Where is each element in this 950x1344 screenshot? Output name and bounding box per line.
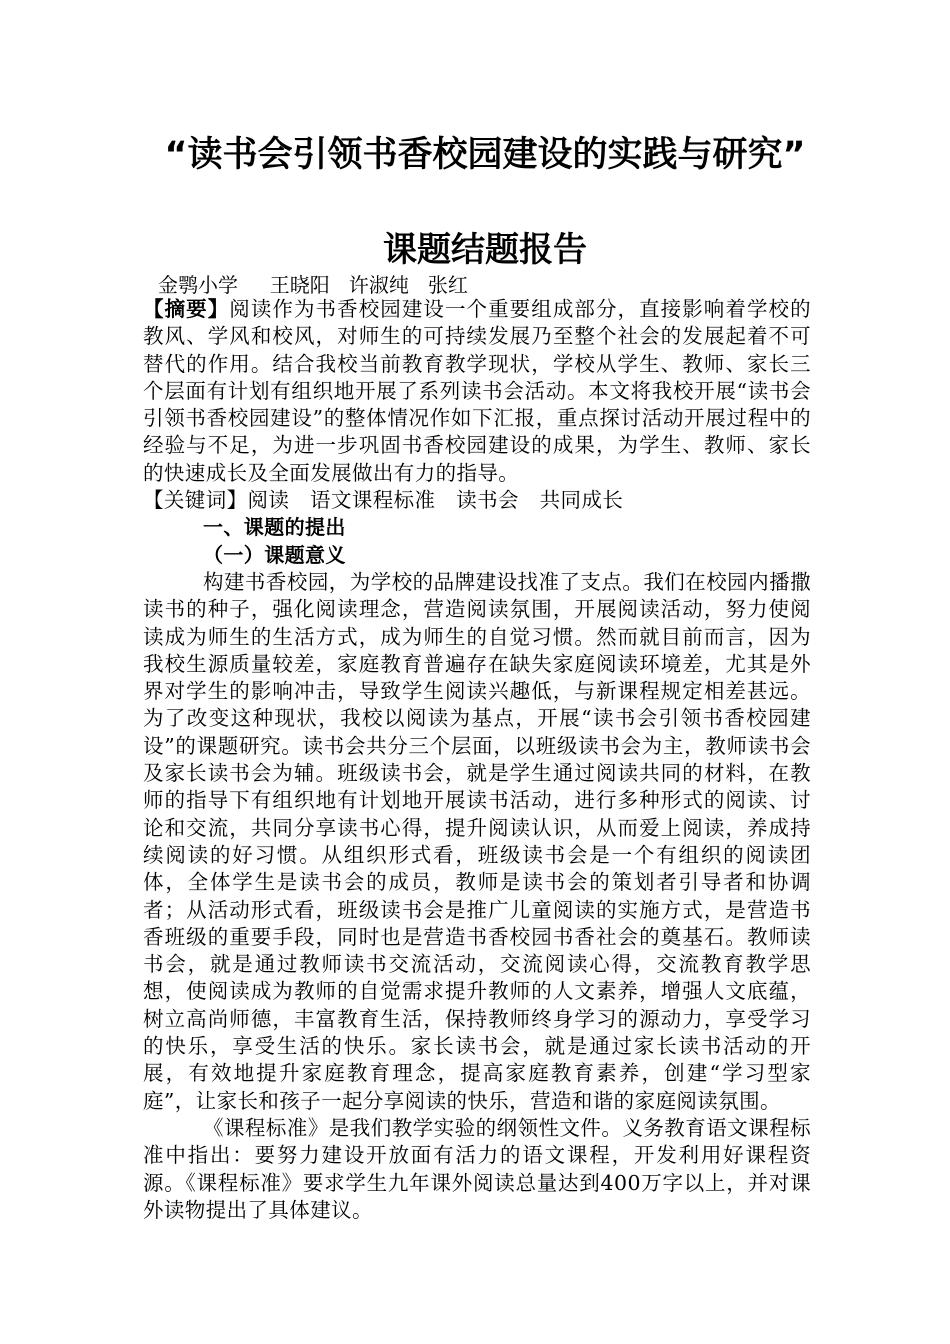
keywords-text: 阅读 语文课程标准 读书会 共同成长 [247,488,624,513]
keywords-label: 【关键词】 [143,488,248,513]
document-title: “读书会引领书香校园建设的实践与研究” [164,135,806,175]
paragraph-2: 《课程标准》是我们教学实验的纲领性文件。义务教育语文课程标准中指出：要努力建设开放面有活力的语文课程，开发利用好课程资源。《课程标准》要求学生九年课外阅读总量达到400万字以上，并对课外读物提出了具体建议。 [143,1115,811,1222]
section-heading: 一、课题的提出 [203,515,346,540]
abstract-label: 【摘要】 [143,297,230,321]
keywords [143,487,811,514]
paragraph-1: 构建书香校园，为学校的品牌建设找准了支点。我们在校园内播撒读书的种子，强化阅读理念，营造阅读氛围，开展阅读活动，努力使阅读成为师生的生活方式，成为师生的自觉习惯。然而就目前而言，因为我校生源质量较差，家庭教育普遍存在缺失家庭阅读环境差，尤其是外界对学生的影响冲击，导致学生阅读兴趣低，与新课程规定相差甚远。为了改变这种现状，我校以阅读为基点，开展“读书会引领书香校园建设”的课题研究。读书会共分三个层面，以班级读书会为主，教师读书会及家长读书会为辅。班级读书会，就是学生通过阅读共同的材料，在教师的指导下有组织地有计划地开展读书活动，进行多种形式的阅读、讨论和交流，共同分享读书心得，提升阅读认识，从而爱上阅读，养成持续阅读的好习惯。从组织形式看，班级读书会是一个有组织的阅读团体，全体学生是读书会的成员，教师是读书会的策划者引导者和协调者；从活动形式看，班级读书会是推广儿童阅读的实施方式，是营造书香班级的重要手段，同时也是营造书香校园书香社会的奠基石。教师读书会，就是通过教师读书交流活动，交流阅读心得，交流教育教学思想，使阅读成为教师的自觉需求提升教师的人文素养，增强人文底蕴，树立高尚师德，丰富教育生活，保持教师终身学习的源动力，享受学习的快乐，享受生活的快乐。家长读书会，就是通过家长读书活动的开展，有效地提升家庭教育理念，提高家庭教育素养，创建“学习型家庭”，让家长和孩子一起分享阅读的快乐，营造和谐的家庭阅读氛围。 [143,569,811,1113]
authors-line: 金鹗小学 王晓阳 许淑纯 张红 [158,273,468,297]
document-subtitle: 课题结题报告 [383,230,587,270]
document-body [143,296,811,1224]
abstract [143,296,811,487]
subsection-heading: （一）课题意义 [203,542,346,567]
abstract-text: 阅读作为书香校园建设一个重要组成部分，直接影响着学校的教风、学风和校风，对师生的可持续发展乃至整个社会的发展起着不可替代的作用。结合我校当前教育教学现状，学校从学生、教师、家长三个层面有计划有组织地开展了系列读书会活动。本文将我校开展“读书会引领书香校园建设”的整体情况作如下汇报，重点探讨活动开展过程中的经验与不足，为进一步巩固书香校园建设的成果，为学生、教师、家长的快速成长及全面发展做出有力的指导。 [143,297,811,485]
